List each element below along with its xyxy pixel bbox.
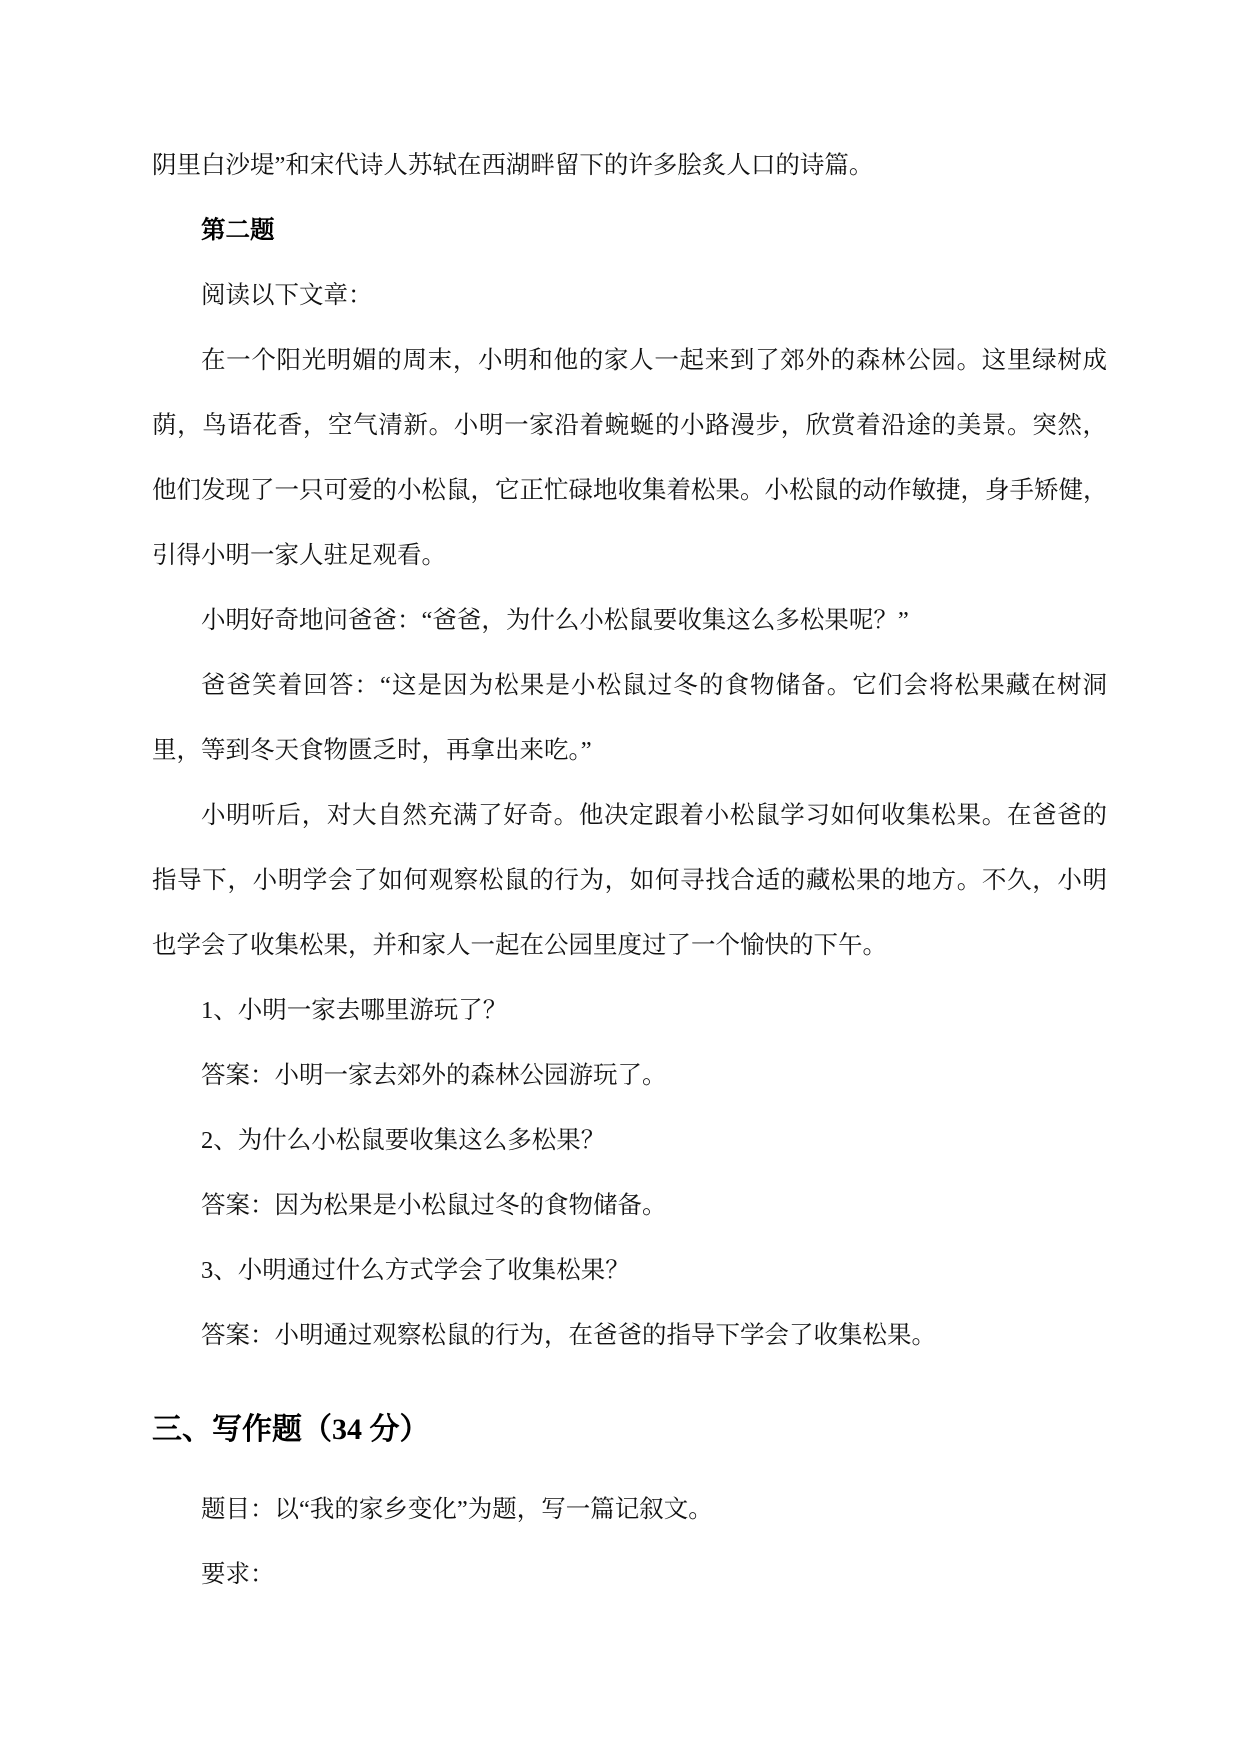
question-heading: 第二题 xyxy=(201,217,275,244)
question-text: 1、小明一家去哪里游玩了？ xyxy=(201,997,508,1024)
question-answer-list xyxy=(152,978,1107,1368)
passage-line: 荫，鸟语花香，空气清新。小明一家沿着蜿蜒的小路漫步，欣赏着沿途的美景。突然， xyxy=(152,412,1107,439)
passage-line: 小明好奇地问爸爸：“爸爸，为什么小松鼠要收集这么多松果呢？” xyxy=(201,607,909,634)
answer-text: 答案：小明一家去郊外的森林公园游玩了。 xyxy=(201,1062,667,1089)
question-text: 3、小明通过什么方式学会了收集松果？ xyxy=(201,1257,630,1284)
passage-line: 指导下，小明学会了如何观察松鼠的行为，如何寻找合适的藏松果的地方。不久，小明 xyxy=(152,867,1107,894)
writing-prompt: 题目：以“我的家乡变化”为题，写一篇记叙文。 xyxy=(201,1496,713,1523)
answer-text: 答案：小明通过观察松鼠的行为，在爸爸的指导下学会了收集松果。 xyxy=(201,1322,936,1349)
passage-paragraph xyxy=(152,783,1107,978)
passage-paragraph xyxy=(152,328,1107,588)
passage-paragraph xyxy=(152,588,1107,653)
section-heading: 三、写作题（34 分） xyxy=(152,1413,430,1446)
passage-line: 里，等到冬天食物匮乏时，再拿出来吃。” xyxy=(152,737,592,764)
instruction-text: 阅读以下文章： xyxy=(201,282,373,309)
passage-line: 他们发现了一只可爱的小松鼠，它正忙碌地收集着松果。小松鼠的动作敏捷，身手矫健， xyxy=(152,477,1107,504)
page-content xyxy=(152,133,1107,1607)
passage-paragraph xyxy=(152,653,1107,783)
reading-passage xyxy=(152,328,1107,978)
question-text: 2、为什么小松鼠要收集这么多松果？ xyxy=(201,1127,606,1154)
passage-line: 引得小明一家人驻足观看。 xyxy=(152,542,446,569)
answer-text: 答案：因为松果是小松鼠过冬的食物储备。 xyxy=(201,1192,667,1219)
passage-line: 爸爸笑着回答：“这是因为松果是小松鼠过冬的食物储备。它们会将松果藏在树洞 xyxy=(201,672,1107,699)
passage-line: 也学会了收集松果，并和家人一起在公园里度过了一个愉快的下午。 xyxy=(152,932,887,959)
passage-line: 小明听后，对大自然充满了好奇。他决定跟着小松鼠学习如何收集松果。在爸爸的 xyxy=(201,802,1107,829)
previous-paragraph-line: 阴里白沙堤”和宋代诗人苏轼在西湖畔留下的许多脍炙人口的诗篇。 xyxy=(152,152,874,179)
requirements-label: 要求： xyxy=(201,1561,275,1588)
passage-line: 在一个阳光明媚的周末，小明和他的家人一起来到了郊外的森林公园。这里绿树成 xyxy=(201,347,1107,374)
